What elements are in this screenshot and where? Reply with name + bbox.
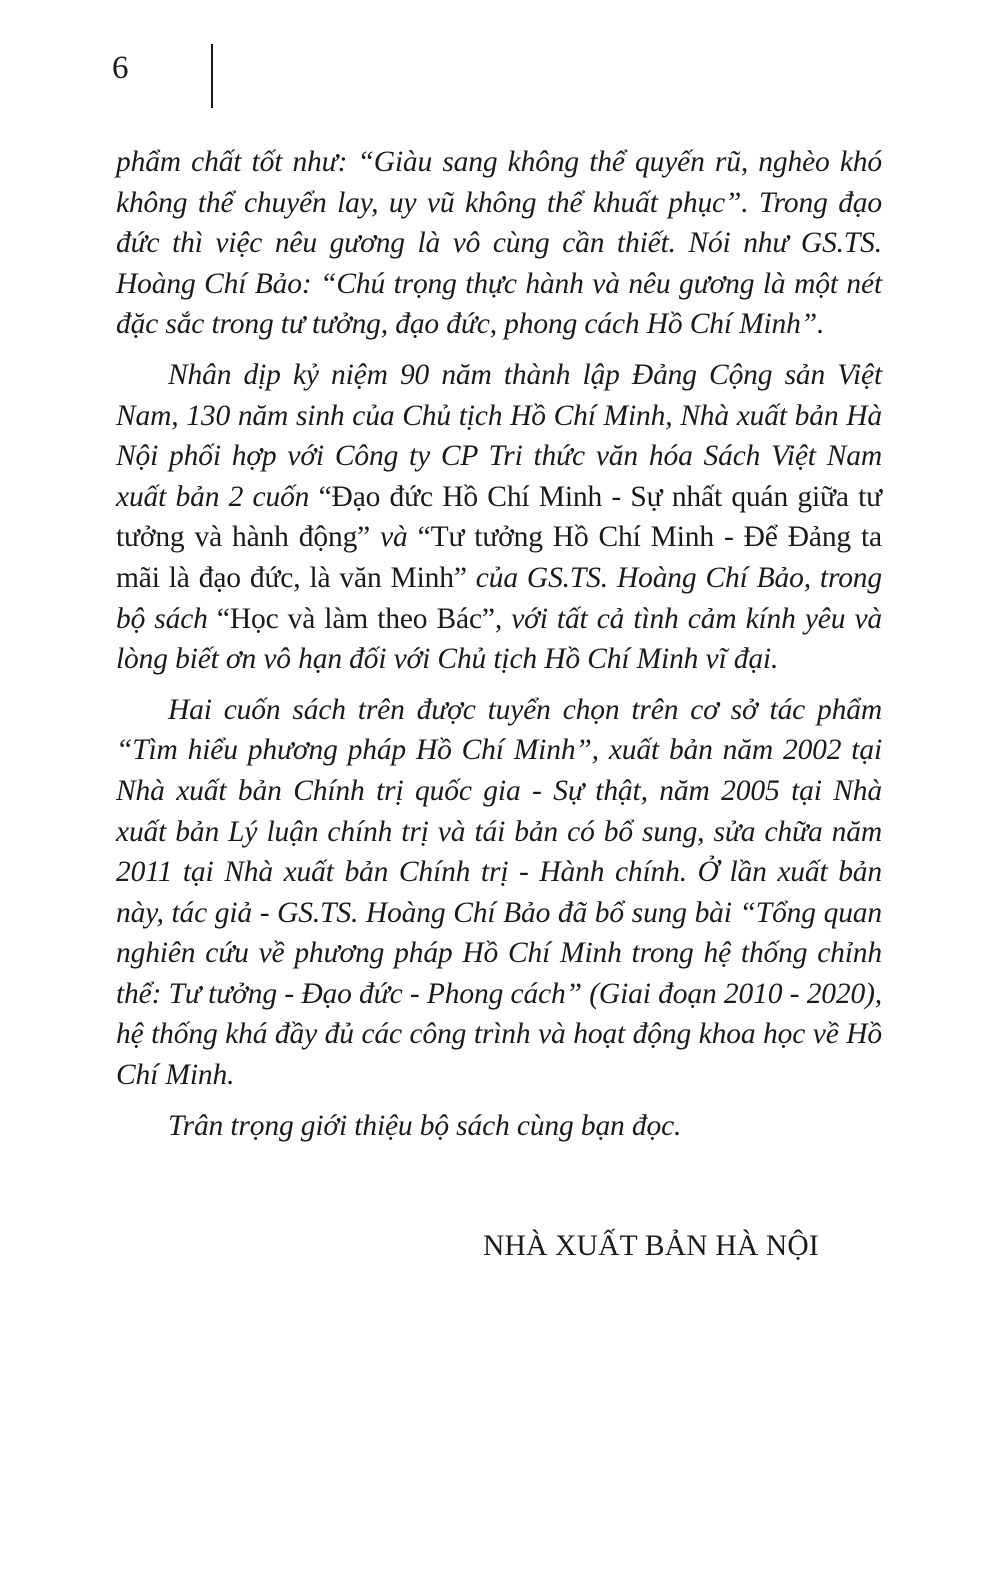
book-title-1: “Đạo đức Hồ Chí Minh - Sự nhất quán giữa tư tưởng và hành động”: [116, 480, 883, 554]
text-span: phẩm chất tốt như: “Giàu sang không thể quyến rũ, nghèo khó không thể chuyển lay, uy vũ không thể khuất phục”. Trong đạo đức thì việc nêu gương là vô cùng cần thiết. Nói như GS.TS. Hoàng Chí Bảo: “Chú trọng thực hành và nêu gương là một nét đặc sắc trong tư tưởng, đạo đức, phong cách Hồ Chí Minh”.: [116, 146, 882, 341]
header-rule: [211, 44, 213, 108]
paragraph-4: [116, 1106, 882, 1147]
paragraph-2: [116, 355, 882, 680]
text-span: Trân trọng giới thiệu bộ sách cùng bạn đọc.: [168, 1109, 682, 1142]
text-span: Hai cuốn sách trên được tuyển chọn trên cơ sở tác phẩm “Tìm hiểu phương pháp Hồ Chí Minh”, xuất bản năm 2002 tại Nhà xuất bản Chính trị quốc gia - Sự thật, năm 2005 tại Nhà xuất bản Lý luận chính trị và tái bản có bổ sung, sửa chữa năm 2011 tại Nhà xuất bản Chính trị - Hành chính. Ở lần xuất bản này, tác giả - GS.TS. Hoàng Chí Bảo đã bổ sung bài “Tổng quan nghiên cứu về phương pháp Hồ Chí Minh trong hệ thống chỉnh thể: Tư tưởng - Đạo đức - Phong cách” (Giai đoạn 2010 - 2020), hệ thống khá đầy đủ các công trình và hoạt động khoa học về Hồ Chí Minh.: [116, 693, 882, 1092]
paragraph-3: [116, 690, 882, 1096]
publisher-signature: NHÀ XUẤT BẢN HÀ NỘI: [483, 1230, 819, 1262]
text-span: , với tất cả tình cảm kính yêu và lòng biết ơn vô hạn đối với Chủ tịch Hồ Chí Minh vĩ đại.: [116, 602, 883, 676]
paragraph-1: [116, 142, 882, 345]
book-title-2: “Tư tưởng Hồ Chí Minh - Để Đảng ta mãi là đạo đức, là văn Minh”: [116, 521, 882, 594]
text-span: Nhân dịp kỷ niệm 90 năm thành lập Đảng Cộng sản Việt Nam, 130 năm sinh của Chủ tịch Hồ Chí Minh, Nhà xuất bản Hà Nội phối hợp với Công ty CP Tri thức văn hóa Sách Việt Nam xuất bản 2 cuốn: [116, 358, 882, 513]
series-title: “Học và làm theo Bác”: [216, 602, 495, 635]
text-span: và: [370, 521, 418, 554]
text-span: của GS.TS. Hoàng Chí Bảo, trong bộ sách: [116, 561, 882, 635]
body-text: [116, 142, 882, 1156]
page-number: 6: [112, 50, 129, 86]
